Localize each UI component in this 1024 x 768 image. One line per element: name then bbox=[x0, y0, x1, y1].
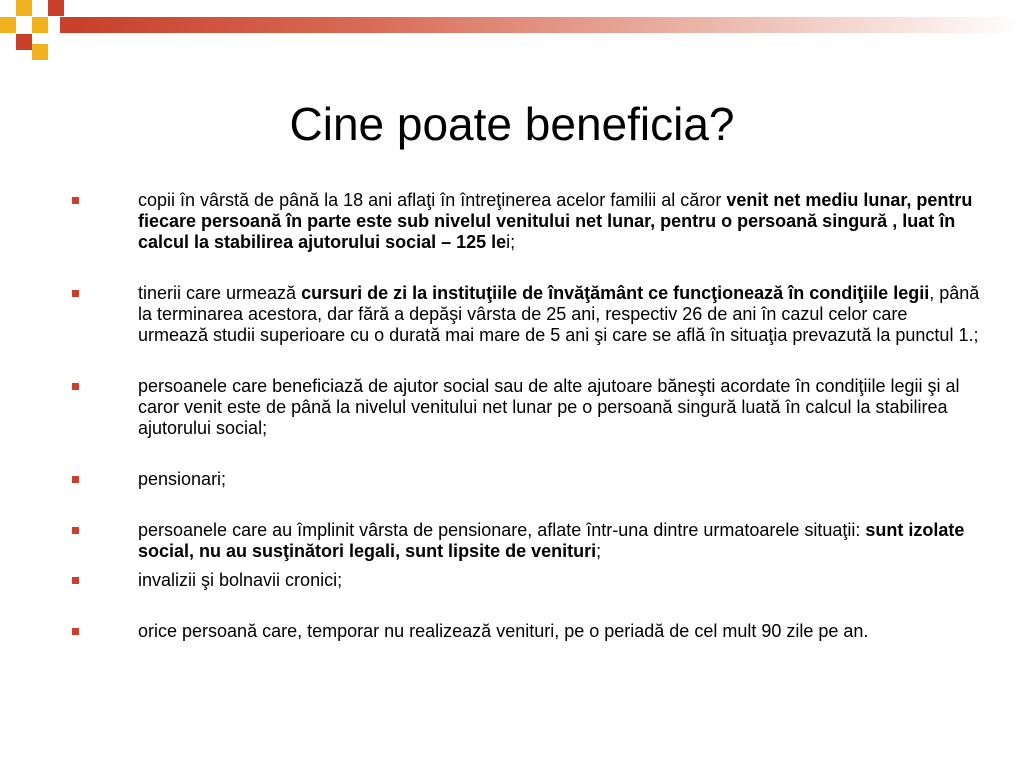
square-bullet-icon bbox=[72, 383, 79, 390]
bullet-text: copii în vârstă de până la 18 ani aflaţi în întreţinerea acelor familii al căror bbox=[138, 190, 727, 210]
bullet-text: persoanele care au împlinit vârsta de pensionare, aflate într-una dintre urmatoarele situaţii: bbox=[138, 520, 866, 540]
bullet-item bbox=[72, 469, 982, 490]
bullet-text: persoanele care beneficiază de ajutor social sau de alte ajutoare băneşti acordate în condiţiile legii şi al caror venit este de până la nivelul venitului net lunar pe o persoană singură luată în calcul la stabilirea ajutorului social; bbox=[138, 376, 960, 438]
bullet-item bbox=[72, 283, 982, 346]
bullet-item bbox=[72, 621, 982, 642]
bullet-item bbox=[72, 520, 982, 562]
decor-square-gold bbox=[32, 17, 48, 33]
square-bullet-icon bbox=[72, 290, 79, 297]
header-gradient-bar bbox=[76, 17, 1024, 33]
square-bullet-icon bbox=[72, 577, 79, 584]
decor-square-gold bbox=[0, 17, 16, 33]
square-bullet-icon bbox=[72, 476, 79, 483]
square-bullet-icon bbox=[72, 197, 79, 204]
decor-square-red bbox=[16, 34, 32, 50]
decor-square-red bbox=[48, 0, 64, 16]
square-bullet-icon bbox=[72, 628, 79, 635]
bullet-list bbox=[72, 190, 982, 642]
bullet-text: tinerii care urmează bbox=[138, 283, 302, 303]
slide-title: Cine poate beneficia? bbox=[289, 98, 735, 150]
bullet-text: orice persoană care, temporar nu realizează venituri, pe o periadă de cel mult 90 zile pe an. bbox=[138, 621, 869, 641]
bullet-text: ; bbox=[596, 541, 602, 561]
bullet-item bbox=[72, 376, 982, 439]
header-decoration bbox=[0, 0, 1024, 60]
bullet-text: pensionari; bbox=[138, 469, 227, 489]
bullet-text-bold: cursuri de zi la instituţiile de învăţământ ce funcţionează în condiţiile legii bbox=[301, 283, 930, 303]
decor-square-red bbox=[60, 17, 76, 33]
bullet-item bbox=[72, 570, 982, 591]
bullet-item bbox=[72, 190, 982, 253]
decor-square-gold bbox=[32, 44, 48, 60]
square-bullet-icon bbox=[72, 527, 79, 534]
bullet-text: , până la terminarea acestora, dar fără a depăşi vârsta de 25 ani, respectiv 26 de ani în cazul celor care urmează studii superioare cu o durată mai mare de 5 ani şi care se află în situaţia prevazută la punctul 1.; bbox=[138, 283, 980, 345]
bullet-text-bold: venit net mediu lunar, pentru fiecare persoană în parte este sub nivelul venitului net lunar, pentru o persoană singură , luat în calcul la stabilirea ajutorului social – 125 le bbox=[138, 190, 973, 252]
bullet-text: invalizii şi bolnavii cronici; bbox=[138, 570, 343, 590]
bullet-text: i; bbox=[506, 232, 516, 252]
decor-square-gold bbox=[16, 0, 32, 16]
bullet-text-bold: sunt izolate social, nu au susţinători legali, sunt lipsite de venituri bbox=[138, 520, 965, 561]
